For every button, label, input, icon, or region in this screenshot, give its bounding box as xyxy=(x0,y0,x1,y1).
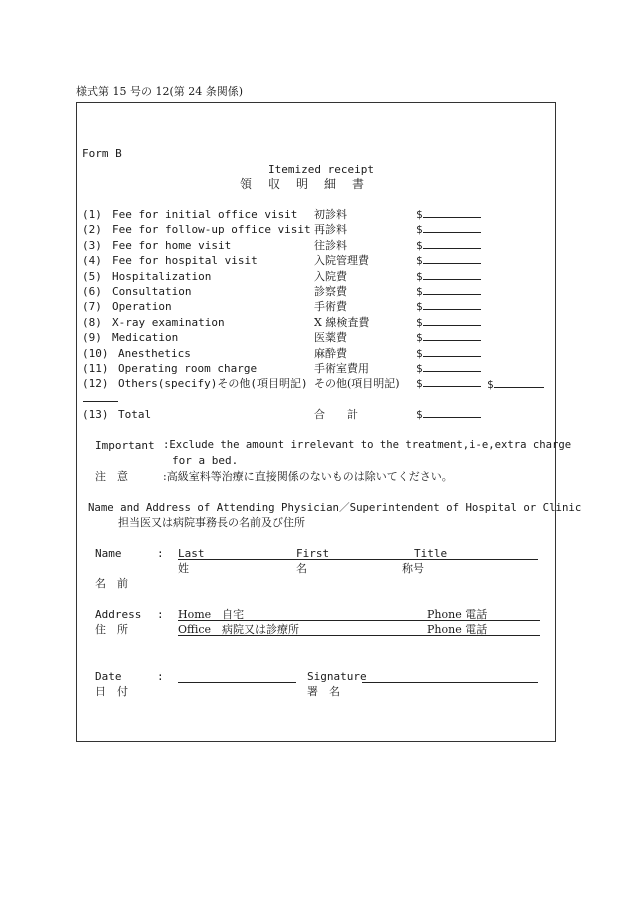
item-label-ja: 入院費 xyxy=(314,270,347,283)
physician-heading-ja: 担当医又は病院事務長の名前及び住所 xyxy=(118,516,305,529)
total-label-ja: 合 計 xyxy=(314,408,358,421)
item-label-en: Consultation xyxy=(112,285,192,298)
item-amount-field[interactable] xyxy=(416,362,481,375)
currency-symbol: $ xyxy=(416,408,423,421)
item-amount-field[interactable] xyxy=(416,347,481,360)
item-amount-field[interactable] xyxy=(416,270,481,283)
office-address-label: Office 病院又は診療所 xyxy=(178,623,300,636)
item-label-en: Anesthetics xyxy=(118,347,191,360)
item-amount-field[interactable] xyxy=(416,285,481,298)
item-amount-field[interactable] xyxy=(416,239,481,252)
item-label-en: Fee for follow-up office visit xyxy=(112,223,311,236)
item-number: (11) xyxy=(82,362,109,375)
currency-symbol: $ xyxy=(416,331,423,344)
name-label-ja: 名 前 xyxy=(95,577,128,590)
item-label-en: Fee for initial office visit xyxy=(112,208,298,221)
item-number: (6) xyxy=(82,285,102,298)
first-name-label-ja: 名 xyxy=(296,562,307,575)
form-number: 様式第 15 号の 12(第 24 条関係) xyxy=(76,85,244,98)
form-label: Form B xyxy=(82,147,122,160)
home-phone-label: Phone 電話 xyxy=(427,608,488,621)
title-english: Itemized receipt xyxy=(268,163,374,176)
name-colon: : xyxy=(157,547,164,560)
currency-symbol: $ xyxy=(416,377,423,390)
name-label: Name xyxy=(95,547,122,560)
receipt-frame xyxy=(76,102,556,742)
currency-symbol: $ xyxy=(416,300,423,313)
home-address-label: Home 自宅 xyxy=(178,608,245,621)
signature-field-line[interactable] xyxy=(362,682,538,683)
address-label-ja: 住 所 xyxy=(95,623,128,636)
home-address-line[interactable] xyxy=(178,620,540,621)
chui-label: 注 意 xyxy=(95,470,128,483)
currency-symbol: $ xyxy=(416,285,423,298)
item-label-en: Hospitalization xyxy=(112,270,212,283)
item-label-ja: 麻酔費 xyxy=(314,347,347,360)
currency-symbol: $ xyxy=(416,270,423,283)
item-label-ja: 手術室費用 xyxy=(314,362,369,375)
item-label-en: X-ray examination xyxy=(112,316,225,329)
others-continuation-line[interactable] xyxy=(83,401,118,402)
title-japanese: 領 収 明 細 書 xyxy=(240,177,367,191)
date-label: Date xyxy=(95,670,122,683)
item-label-ja: その他(項目明記) xyxy=(314,377,400,390)
currency-symbol: $ xyxy=(487,378,494,391)
currency-symbol: $ xyxy=(416,316,423,329)
date-colon: : xyxy=(157,670,164,683)
important-text: :Exclude the amount irrelevant to the treatment,i-e,extra charge xyxy=(163,439,572,451)
office-address-line[interactable] xyxy=(178,635,540,636)
item-number: (12) xyxy=(82,377,109,390)
currency-symbol: $ xyxy=(416,239,423,252)
last-name-label-ja: 姓 xyxy=(178,562,189,575)
item-number: (3) xyxy=(82,239,102,252)
currency-symbol: $ xyxy=(416,362,423,375)
item-number: (9) xyxy=(82,331,102,344)
others-extra-amount[interactable] xyxy=(487,378,544,391)
total-label-en: Total xyxy=(118,408,152,421)
item-label-en: Fee for hospital visit xyxy=(112,254,258,267)
currency-symbol: $ xyxy=(416,223,423,236)
item-label-ja: 医薬費 xyxy=(314,331,347,344)
item-label-ja: 再診料 xyxy=(314,223,347,236)
date-field-line[interactable] xyxy=(178,682,296,683)
item-amount-field[interactable] xyxy=(416,331,481,344)
important-text-cont: for a bed. xyxy=(172,454,239,467)
last-name-label: Last xyxy=(178,547,205,560)
address-colon: : xyxy=(157,608,164,621)
item-label-ja: 診察費 xyxy=(314,285,347,298)
item-label-ja: 手術費 xyxy=(314,300,347,313)
item-label-ja: X 線検査費 xyxy=(314,316,370,329)
item-amount-field[interactable] xyxy=(416,316,481,329)
item-number: (7) xyxy=(82,300,102,313)
total-amount[interactable] xyxy=(416,408,481,421)
item-amount-field[interactable] xyxy=(416,300,481,313)
currency-symbol: $ xyxy=(416,208,423,221)
item-label-ja: 入院管理費 xyxy=(314,254,369,267)
title-field-label: Title xyxy=(414,547,448,560)
item-label-en: Operation xyxy=(112,300,172,313)
important-label: Important xyxy=(95,439,155,452)
address-label: Address xyxy=(95,608,142,621)
item-amount-field[interactable] xyxy=(416,223,481,236)
item-amount-field[interactable] xyxy=(416,208,481,221)
chui-text: :高級室料等治療に直接関係のないものは除いてください。 xyxy=(163,470,453,483)
total-number: (13) xyxy=(82,408,109,421)
signature-label-ja: 署 名 xyxy=(307,685,340,698)
currency-symbol: $ xyxy=(416,254,423,267)
item-label-ja: 往診料 xyxy=(314,239,347,252)
item-amount-field[interactable] xyxy=(416,377,481,390)
item-number: (4) xyxy=(82,254,102,267)
item-amount-field[interactable] xyxy=(416,254,481,267)
item-number: (8) xyxy=(82,316,102,329)
item-number: (2) xyxy=(82,223,102,236)
item-number: (1) xyxy=(82,208,102,221)
date-label-ja: 日 付 xyxy=(95,685,128,698)
signature-label: Signature xyxy=(307,670,367,683)
item-label-ja: 初診料 xyxy=(314,208,347,221)
physician-heading-en: Name and Address of Attending Physician／Superintendent of Hospital or Clinic xyxy=(88,501,582,514)
item-number: (5) xyxy=(82,270,102,283)
currency-symbol: $ xyxy=(416,347,423,360)
item-number: (10) xyxy=(82,347,109,360)
title-field-label-ja: 称号 xyxy=(402,562,424,575)
name-field-line[interactable] xyxy=(178,559,538,560)
item-label-en: Fee for home visit xyxy=(112,239,232,252)
item-label-en: Medication xyxy=(112,331,179,344)
item-label-en: Operating room charge xyxy=(118,362,258,375)
office-phone-label: Phone 電話 xyxy=(427,623,488,636)
first-name-label: First xyxy=(296,547,330,560)
item-label-en: Others(specify)その他(項目明記) xyxy=(118,377,308,390)
